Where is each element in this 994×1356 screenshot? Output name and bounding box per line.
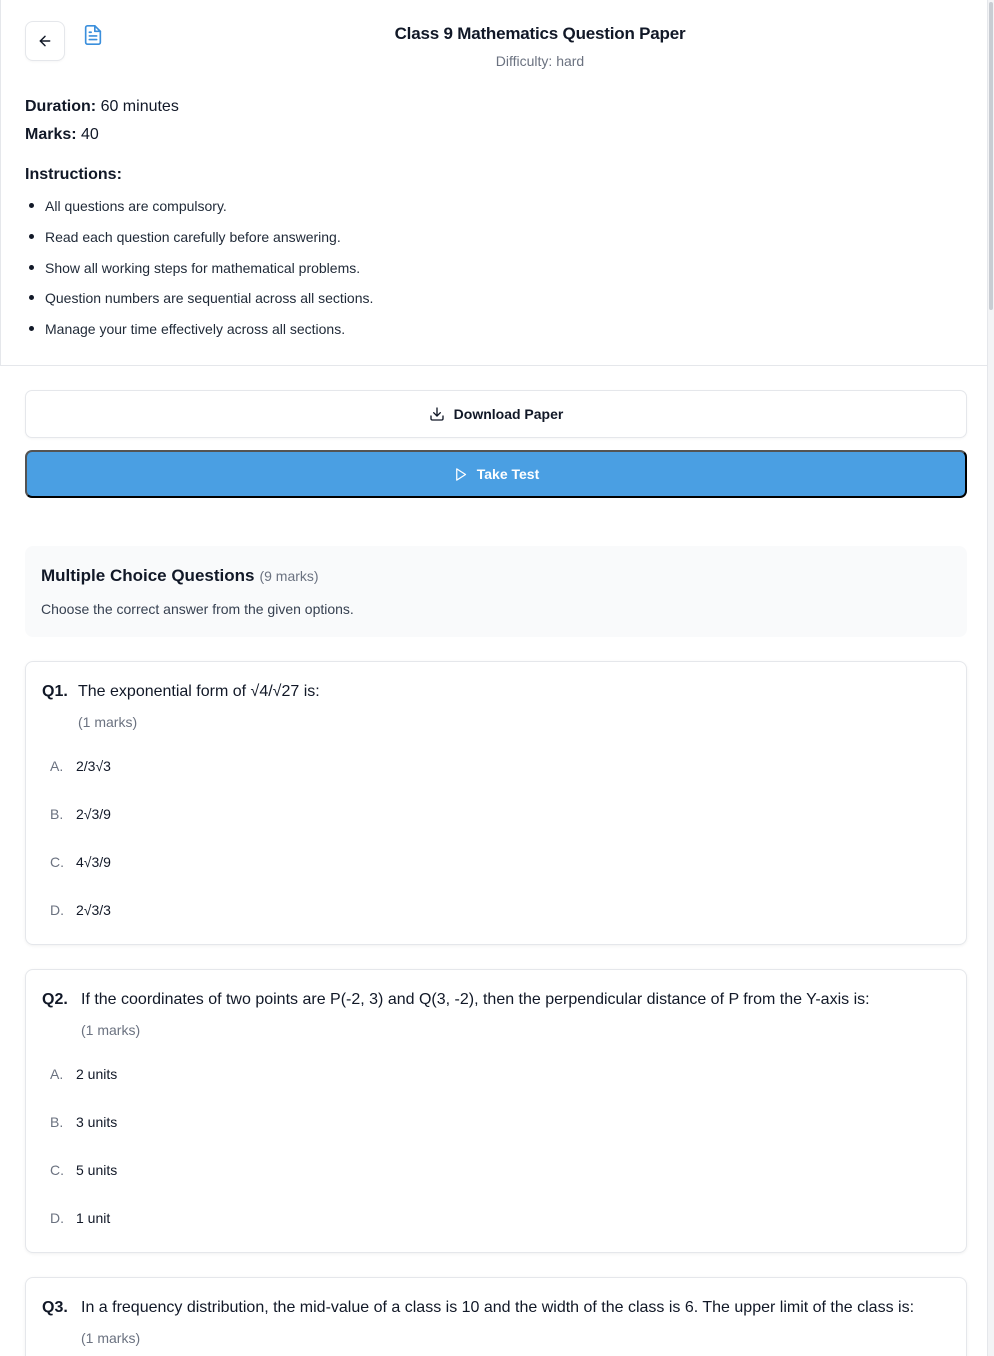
page-title: Class 9 Mathematics Question Paper — [394, 24, 686, 43]
question-number: Q3. — [42, 1299, 68, 1316]
download-paper-button[interactable] — [25, 390, 967, 438]
difficulty-label: Difficulty: hard — [495, 53, 585, 69]
question-card-1 — [25, 661, 967, 945]
option-a[interactable]: A. 2 units — [50, 1066, 118, 1082]
option-d[interactable]: D. 1 unit — [50, 1210, 111, 1226]
instruction-item: Question numbers are sequential across all sections. — [45, 288, 373, 319]
option-c[interactable]: C. 4√3/9 — [50, 854, 111, 870]
instruction-item: Manage your time effectively across all sections. — [45, 319, 373, 350]
option-b[interactable]: B. 2√3/9 — [50, 806, 111, 822]
question-marks: (1 marks) — [81, 1022, 141, 1038]
section-marks: (9 marks) — [259, 568, 319, 584]
option-a[interactable]: A. 2/3√3 — [50, 758, 111, 774]
question-text: If the coordinates of two points are P(-2, 3) and Q(3, -2), then the perpendicular distance of P from the Y-axis is: — [81, 991, 870, 1008]
duration-value: 60 minutes — [100, 98, 179, 115]
duration — [25, 98, 179, 116]
paper-header — [0, 0, 988, 366]
instruction-item: All questions are compulsory. — [45, 196, 373, 227]
question-number: Q1. — [42, 683, 68, 700]
section-title — [41, 566, 319, 586]
question-card-3 — [25, 1277, 967, 1356]
scrollbar-thumb[interactable] — [989, 2, 993, 310]
option-d[interactable]: D. 2√3/3 — [50, 902, 111, 918]
instructions-title: Instructions: — [25, 166, 122, 183]
duration-label: Duration: — [25, 98, 97, 115]
marks — [25, 126, 99, 144]
take-test-label: Take Test — [476, 466, 540, 482]
section-header — [25, 546, 967, 637]
question-text: The exponential form of √4/√27 is: — [78, 683, 320, 700]
instruction-item: Show all working steps for mathematical problems. — [45, 258, 373, 289]
take-test-button[interactable] — [25, 450, 967, 498]
question-number: Q2. — [42, 991, 68, 1008]
option-b[interactable]: B. 3 units — [50, 1114, 118, 1130]
option-c[interactable]: C. 5 units — [50, 1162, 118, 1178]
section-title-text: Multiple Choice Questions — [41, 566, 255, 585]
marks-label: Marks: — [25, 126, 77, 143]
play-icon — [453, 467, 468, 482]
instruction-item: Read each question carefully before answering. — [45, 227, 373, 258]
question-text: In a frequency distribution, the mid-value of a class is 10 and the width of the class is 6. The upper limit of the class is: — [81, 1299, 915, 1316]
marks-value: 40 — [81, 126, 99, 143]
question-card-2 — [25, 969, 967, 1253]
download-icon — [429, 406, 445, 422]
download-paper-label: Download Paper — [453, 406, 564, 422]
question-marks: (1 marks) — [81, 1330, 141, 1346]
question-marks: (1 marks) — [78, 714, 138, 730]
section-description: Choose the correct answer from the given options. — [41, 601, 354, 617]
scrollbar[interactable] — [988, 0, 994, 1356]
instructions-list — [45, 196, 373, 350]
